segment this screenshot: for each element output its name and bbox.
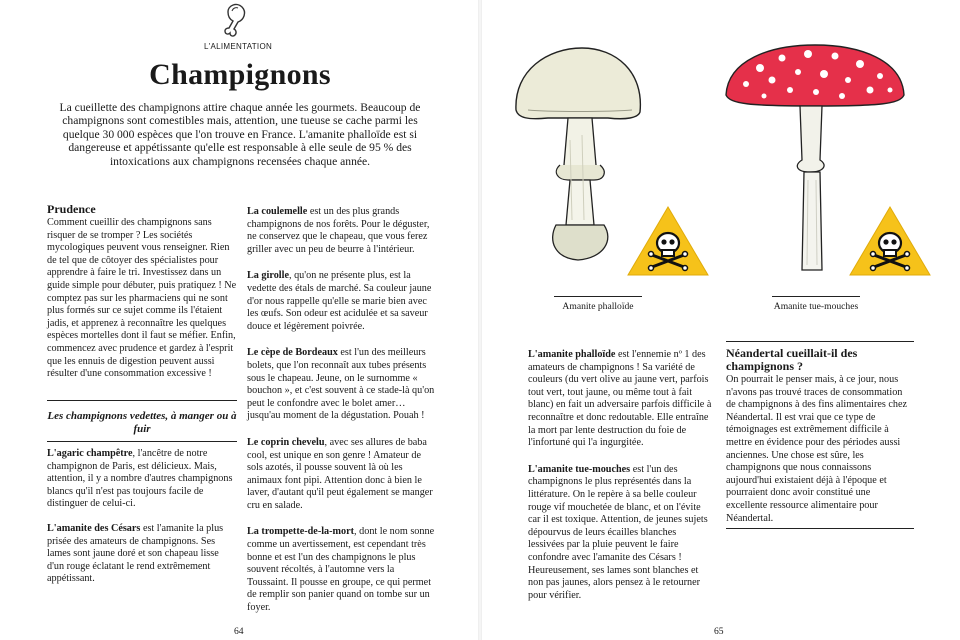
list-item: L'agaric champêtre, l'ancêtre de notre champignon de Paris, est délicieux. Mais, attention, il y a nombre d'autres champignons blancs qu'il n'est pas toujours facile de distinguer de celui-ci. (47, 448, 233, 510)
list-item: L'amanite des Césars est l'amanite la plus prisée des amateurs de champignons. Ses lames sont jaune doré et son chapeau lisse d'un rouge éclatant le rend extrêmement appétissant. (47, 522, 224, 585)
list-item: L'amanite phalloïde est l'ennemie nº 1 des amateurs de champignons ! Sa variété de couleurs (du vert olive au jaune vert, parfois tout vert, tout jaune, ou même tout à fait blanc) en fait un adversaire parfois difficile à reconnaître et donc redoutable. Elle entraîne la mort par lente destruction du foie de l'infortuné qui l'a ingurgitée. (528, 349, 712, 449)
prudence-column (47, 203, 237, 393)
neandertal-text: On pourrait le penser mais, à ce jour, nous n'avons pas trouvé traces de consommation de champignons à des fins alimentaires chez Néandertal. Il est vrai que ce type de témoignages est extrêmement difficile à mettre en évidence pour des périodes aussi anciennes. Une chose est sûre, les champignons que nous connaissons aujourd'hui existaient déjà à l'époque et pourraient donc avoir constitué une excellente ressource alimentaire pour Néandertal. (726, 374, 908, 524)
page-title: Champignons (149, 58, 331, 91)
vedettes-bottom-rule (47, 441, 237, 442)
drumstick-bone-icon (220, 2, 256, 40)
caption-fly-agaric: Amanite tue-mouches (773, 301, 859, 312)
caption-death-cap: Amanite phalloïde (562, 301, 634, 312)
list-item: Le coprin chevelu, avec ses allures de baba cool, est unique en son genre ! Amateur de sols azotés, il pousse souvent là où les animaux font pipi. Attention donc à bien le laver, d'autant qu'il peut également se manger cru en salade. (247, 436, 433, 511)
page-number-right: 65 (714, 626, 724, 637)
neandertal-box (726, 347, 914, 537)
amanites-column (528, 349, 714, 614)
list-item: La girolle, qu'on ne présente plus, est la vedette des étals de marché. Sa couleur jaune d'or nous rappelle qu'elle se marie bien avec les œufs. Son odeur est acidulée et sa saveur douce et légèrement poivrée. (247, 270, 432, 332)
warning-skull-icon (626, 205, 710, 277)
list-item: La coulemelle est un des plus grands champignons de nos forêts. Pour le déguster, ne conservez que le chapeau, que vous ferez griller avec un peu de beurre à l'intérieur. (247, 206, 430, 255)
warning-skull-icon (848, 205, 932, 277)
caption-rule-right (772, 296, 860, 297)
neandertal-heading: Néandertal cueillait-il des champignons ? (726, 346, 858, 373)
caption-rule-left (554, 296, 642, 297)
section-label: L'ALIMENTATION (203, 42, 273, 51)
neandertal-top-rule (726, 341, 914, 342)
intro-paragraph: La cueillette des champignons attire chaque année les gourmets. Beaucoup de champignons sont comestibles mais, attention, une tueuse se cache parmi les quelque 30 000 espèces que l'on trouve en France. L'amanite phalloïde est si dangereuse et appétissante qu'elle est responsable à elle seule de 95 % des intoxications aux champignons recensées chaque année. (59, 101, 421, 168)
vedettes-heading: Les champignons vedettes, à manger ou à fuir (47, 410, 237, 435)
book-gutter (478, 0, 482, 640)
list-item: L'amanite tue-mouches est l'un des champignons le plus représentés dans la littérature. On le repère à sa belle couleur rouge vif mouchetée de blanc, et on l'évite car il est toxique. Attention, de jeunes sujets dépourvus de leurs écailles blanches lessivées par la pluie peuvent le faire confondre avec l'amanite des Césars ! Heureusement, ses lames sont blanches et non pas jaunes, alors pensez à le retourner pour vérifier. (528, 463, 708, 601)
vedettes-top-rule (47, 400, 237, 401)
list-item: La trompette-de-la-mort, dont le nom sonne comme un avertissement, est cependant très bonne et est l'un des champignons le plus souvent récoltés, à l'automne vers la Toussaint. Il pousse en groupe, ce qui permet de remplir son panier quand on tombe sur un foyer. (247, 526, 435, 614)
prudence-heading: Prudence (47, 202, 96, 216)
middle-column (247, 206, 437, 627)
list-item: Le cèpe de Bordeaux est l'un des meilleurs bolets, que l'on reconnaît aux tubes présents sous le chapeau. Jeune, on le surnomme « bouchon », et c'est souvent à ce stade-là qu'on peut le confondre avec le bolet amer… jusqu'au moment de la dégustation. Pouah ! (247, 347, 435, 422)
page-number-left: 64 (234, 626, 244, 637)
vedettes-column (47, 448, 237, 598)
neandertal-bottom-rule (726, 528, 914, 529)
prudence-text: Comment cueillir des champignons sans risquer de se tromper ? Les sociétés mycologiques peuvent vous renseigner. Rien de tel que de côtoyer des spécialistes pour apprendre à faire le tri. Investissez dans un guide simple pour débuter, puis pratiquez ! Ne comptez pas sur les pharmaciens qui ne sont plus formés sur ce sujet comme ils l'étaient jadis, et apprenez à reconnaître les quelques espèces mortelles dont il faut se méfier. Enfin, commencez avec prudence et gardez à l'esprit que les ennuis de digestion peuvent aussi résulter d'une consommation excessive ! (47, 217, 237, 380)
